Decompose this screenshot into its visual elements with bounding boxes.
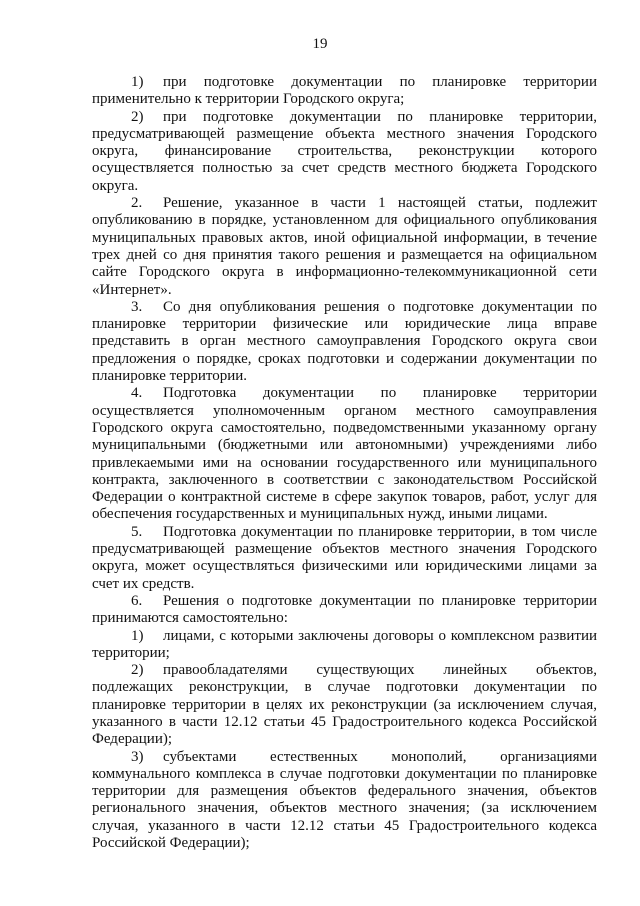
paragraph-text: при подготовке документации по планировке территории, предусматривающей размещение объекта местного значения Городского округа, финансирование строительства, реконструкции которого осуществляется полностью за счет средств местного бюджета Городского округа. [92,108,597,194]
paragraph-3 [92,299,597,385]
item-number: 6. [131,592,143,609]
document-body [92,74,597,852]
paragraph-4 [92,385,597,523]
paragraph-text: субъектами естественных монополий, организациями коммунального комплекса в случае подготовки документации по планировке территории для размещения объектов федерального значения, объектов регионального значения, объектов местного значения; (за исключением случая, указанного в части 12.12 статьи 45 Градостроительного кодекса Российской Федерации); [92,748,597,852]
paragraph-text: лицами, с которыми заключены договоры о комплексном развитии территории; [92,627,597,661]
paragraph-6-3 [92,749,597,853]
paragraph-1-2 [92,109,597,195]
item-number: 3) [131,748,144,765]
item-number: 2) [131,108,144,125]
paragraph-1-1 [92,74,597,109]
item-number: 4. [131,385,143,402]
paragraph-6-1 [92,628,597,663]
item-number: 1) [131,74,144,90]
item-number: 3. [131,298,143,315]
item-number: 5. [131,523,143,540]
paragraph-6 [92,593,597,628]
item-number: 1) [131,627,144,644]
item-number: 2) [131,662,144,679]
paragraph-text: Подготовка документации по планировке территории осуществляется уполномоченным органом местного самоуправления Городского округа самостоятельно, подведомственными указанному органу муниципальными (бюджетными или автономными) учреждениями либо привлекаемыми ими на основании государственного или муниципального контракта, заключенного в соответствии с законодательством Российской Федерации о контрактной системе в сфере закупок товаров, работ, услуг для обеспечения государственных и муниципальных нужд, иными лицами. [92,385,597,523]
item-number: 2. [131,195,143,212]
paragraph-text: Решения о подготовке документации по планировке территории принимаются самостоятельно: [92,592,597,627]
paragraph-text: Решение, указанное в части 1 настоящей статьи, подлежит опубликованию в порядке, установленном для официального опубликования муниципальных правовых актов, иной официальной информации, в течение трех дней со дня принятия такого решения и размещается на официальном сайте Городского округа в информационно-телекоммуникационной сети «Интернет». [92,195,597,298]
page-number: 19 [312,36,328,52]
paragraph-text: Подготовка документации по планировке территории, в том числе предусматривающей размещение объектов местного значения Городского округа, может осуществляться физическими или юридическими лицами за счет их средств. [92,523,597,592]
paragraph-text: Со дня опубликования решения о подготовке документации по планировке территории физические или юридические лица вправе представить в орган местного самоуправления Городского округа свои предложения о порядке, сроках подготовки и содержании документации по планировке территории. [92,298,597,385]
paragraph-text: правообладателями существующих линейных объектов, подлежащих реконструкции, в случае подготовки документации по планировке территории в целях их реконструкции (за исключением случая, указанного в части 12.12 статьи 45 Градостроительного кодекса Российской Федерации); [92,662,597,748]
paragraph-5 [92,524,597,593]
paragraph-2 [92,195,597,299]
paragraph-6-2 [92,662,597,748]
paragraph-text: при подготовке документации по планировке территории применительно к территории Городского округа; [92,74,597,108]
